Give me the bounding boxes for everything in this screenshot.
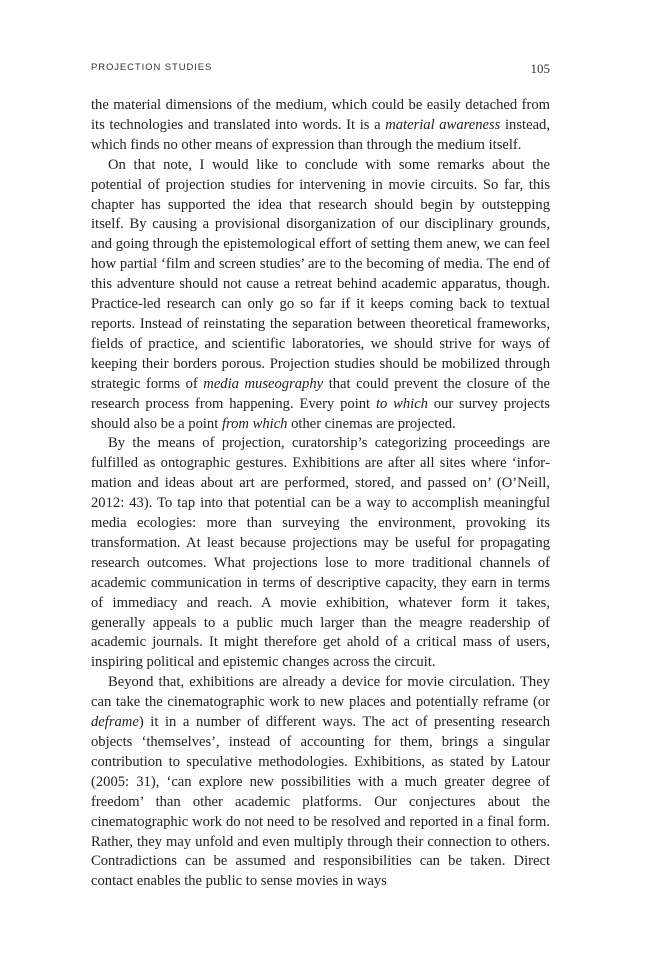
text-run: other cinemas are projected. xyxy=(287,415,456,432)
text-run: instead, which finds no other means of expression than through the medium itself. xyxy=(91,116,550,153)
text-run: the material dimensions of the medium, which could be easily detached from its technologies and translated into words. It is a xyxy=(91,97,550,133)
paragraph-3 xyxy=(91,434,550,673)
italic-term: deframe xyxy=(91,714,139,731)
paragraph-1 xyxy=(91,96,550,156)
body-text xyxy=(91,96,550,892)
italic-term: material awareness xyxy=(385,116,501,133)
page-number: 105 xyxy=(530,61,550,76)
italic-term: to which xyxy=(375,395,428,412)
italic-term: media museography xyxy=(203,375,324,392)
running-title: PROJECTION STUDIES xyxy=(91,62,213,73)
text-run: that could prevent the closure of the research process from happening. Every point xyxy=(91,375,550,412)
text-run: Beyond that, exhibitions are already a device for movie circulation. They can take the cinematographic work to new places and potentially reframe (or xyxy=(91,674,550,711)
paragraph-2 xyxy=(91,156,550,435)
text-run: By the means of projection, curatorship’s categorizing proceedings are fulfilled as ontographic gestures. Exhibitions are after all sites where ‘information and ideas about art are performed, stored, and passed on’ (O’Neill, 2012: 43). To tap into that potential can be a way to accomplish meaningful media ecologies: more than surveying the environment, provoking its transformation. At least because projections may be useful for propagating research outcomes. What projections lose to more traditional channels of academic communication in terms of descriptive capacity, they earn in terms of immediacy and reach. A movie exhibition, whatever form it takes, generally appeals to a public much larger than the meagre readership of academic journals. It might therefore get ahold of a critical mass of users, inspiring political and epistemic changes across the circuit. xyxy=(91,435,550,671)
paragraph-4 xyxy=(91,673,550,892)
book-page xyxy=(91,0,550,975)
text-run: On that note, I would like to conclude with some remarks about the potential of projection studies for intervening in movie circuits. So far, this chapter has supported the idea that research should begin by outstepping itself. By causing a provisional disorganization of our disciplinary grounds, and going through the epistemological effort of setting them anew, we can feel how partial ‘film and screen studies’ are to the becoming of media. The end of this adventure should not cause a retreat behind academic apparatus, though. Practice-led research can only go so far if it keeps coming back to textual reports. Instead of reinstating the separation between theoretical frameworks, fields of practice, and scientific laboratories, we should strive for ways of keeping their borders porous. Projection studies should be mobilized through strategic forms of xyxy=(91,156,550,392)
text-run: our survey projects should also be a point xyxy=(91,395,550,432)
text-run: ) it in a number of different ways. The act of presenting research objects ‘themselves’, instead of accounting for them, brings a singular contribution to speculative methodologies. Exhibitions, as stated by Latour (2005: 31), ‘can explore new possibilities with a much greater degree of freedom’ than other academic platforms. Our conjectures about the cinematographic work do not need to be resolved and reported in a final form. Rather, they may unfold and even multiply through their connection to others. Contradictions can be assumed and responsibilities can be taken. Direct contact enables the public to sense movies in ways xyxy=(91,714,550,890)
running-head xyxy=(91,62,550,76)
italic-term: from which xyxy=(221,415,288,432)
